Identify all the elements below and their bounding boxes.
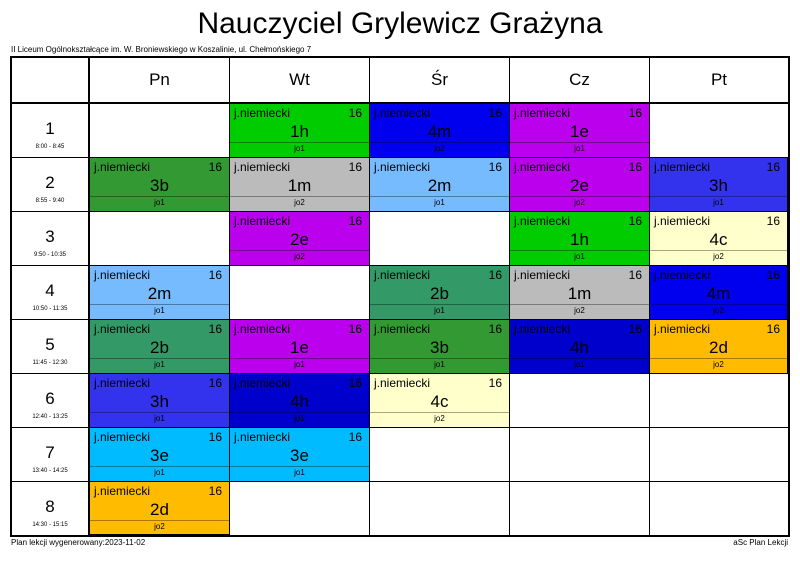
lesson-room: 16 bbox=[766, 268, 780, 282]
lesson-card[interactable] bbox=[230, 104, 370, 158]
lesson-divider bbox=[230, 412, 369, 413]
lesson-card[interactable] bbox=[370, 374, 510, 428]
lesson-group: jo2 bbox=[574, 198, 585, 207]
empty-cell bbox=[510, 428, 650, 482]
lesson-divider bbox=[90, 304, 229, 305]
lesson-group: jo1 bbox=[713, 198, 724, 207]
lesson-subject: j.niemiecki bbox=[94, 430, 151, 444]
empty-cell bbox=[90, 212, 230, 266]
lesson-group: jo1 bbox=[294, 144, 305, 153]
lesson-divider bbox=[370, 196, 509, 197]
period-header bbox=[12, 320, 90, 374]
day-header: Wt bbox=[230, 58, 370, 104]
period-number: 8 bbox=[45, 497, 55, 516]
lesson-room: 16 bbox=[628, 268, 642, 282]
lesson-card[interactable] bbox=[90, 428, 230, 482]
lesson-group: jo2 bbox=[434, 144, 445, 153]
lesson-class: 1h bbox=[570, 230, 589, 249]
lesson-subject: j.niemiecki bbox=[234, 160, 291, 174]
period-header bbox=[12, 482, 90, 535]
empty-cell bbox=[370, 212, 510, 266]
lesson-card[interactable] bbox=[510, 266, 650, 320]
empty-cell bbox=[510, 374, 650, 428]
lesson-room: 16 bbox=[488, 376, 502, 390]
empty-cell bbox=[370, 482, 510, 535]
lesson-class: 1h bbox=[290, 122, 309, 141]
lesson-class: 1e bbox=[290, 338, 309, 357]
lesson-divider bbox=[510, 142, 649, 143]
lesson-card[interactable] bbox=[90, 482, 230, 535]
lesson-subject: j.niemiecki bbox=[374, 106, 431, 120]
lesson-divider bbox=[650, 358, 787, 359]
lesson-group: jo2 bbox=[154, 522, 165, 531]
lesson-room: 16 bbox=[488, 160, 502, 174]
lesson-card[interactable] bbox=[90, 158, 230, 212]
lesson-divider bbox=[230, 358, 369, 359]
lesson-divider bbox=[230, 466, 369, 467]
lesson-divider bbox=[90, 196, 229, 197]
lesson-subject: j.niemiecki bbox=[234, 106, 291, 120]
period-time: 9:50 - 10:35 bbox=[33, 252, 67, 258]
lesson-group: jo1 bbox=[154, 306, 165, 315]
lesson-group: jo2 bbox=[574, 306, 585, 315]
lesson-subject: j.niemiecki bbox=[234, 322, 291, 336]
lesson-room: 16 bbox=[628, 322, 642, 336]
app-name: aSc Plan Lekcji bbox=[733, 538, 788, 547]
empty-cell bbox=[650, 374, 788, 428]
lesson-subject: j.niemiecki bbox=[514, 214, 571, 228]
timetable-grid bbox=[10, 56, 790, 537]
lesson-group: jo1 bbox=[154, 198, 165, 207]
lesson-class: 2b bbox=[430, 284, 449, 303]
lesson-subject: j.niemiecki bbox=[514, 106, 571, 120]
lesson-card[interactable] bbox=[230, 428, 370, 482]
lesson-card[interactable] bbox=[650, 266, 788, 320]
generated-date: Plan lekcji wygenerowany:2023-11-02 bbox=[11, 538, 146, 547]
period-number: 1 bbox=[45, 119, 55, 138]
lesson-subject: j.niemiecki bbox=[654, 322, 711, 336]
lesson-room: 16 bbox=[488, 106, 502, 120]
period-header bbox=[12, 374, 90, 428]
lesson-room: 16 bbox=[628, 160, 642, 174]
lesson-card[interactable] bbox=[510, 104, 650, 158]
lesson-card[interactable] bbox=[90, 266, 230, 320]
lesson-divider bbox=[510, 250, 649, 251]
lesson-subject: j.niemiecki bbox=[234, 430, 291, 444]
lesson-group: jo1 bbox=[574, 144, 585, 153]
lesson-subject: j.niemiecki bbox=[654, 160, 711, 174]
lesson-class: 2m bbox=[427, 176, 452, 195]
lesson-divider bbox=[370, 358, 509, 359]
lesson-room: 16 bbox=[208, 160, 222, 174]
day-header: Pt bbox=[650, 58, 788, 104]
period-number: 2 bbox=[45, 173, 55, 192]
lesson-divider bbox=[90, 358, 229, 359]
lesson-subject: j.niemiecki bbox=[514, 322, 571, 336]
lesson-class: 4c bbox=[709, 230, 728, 249]
lesson-room: 16 bbox=[348, 376, 362, 390]
lesson-divider bbox=[90, 412, 229, 413]
day-header: Cz bbox=[510, 58, 650, 104]
lesson-class: 3h bbox=[709, 176, 728, 195]
day-header: Pn bbox=[90, 58, 230, 104]
lesson-card[interactable] bbox=[370, 266, 510, 320]
lesson-room: 16 bbox=[348, 106, 362, 120]
lesson-group: jo2 bbox=[434, 414, 445, 423]
lesson-room: 16 bbox=[348, 160, 362, 174]
lesson-subject: j.niemiecki bbox=[234, 214, 291, 228]
empty-cell bbox=[230, 482, 370, 535]
lesson-divider bbox=[90, 520, 229, 521]
lesson-class: 3h bbox=[150, 392, 169, 411]
lesson-room: 16 bbox=[348, 430, 362, 444]
lesson-card[interactable] bbox=[230, 374, 370, 428]
period-number: 7 bbox=[45, 443, 55, 462]
lesson-group: jo2 bbox=[713, 306, 724, 315]
lesson-group: jo1 bbox=[434, 306, 445, 315]
lesson-group: jo1 bbox=[154, 414, 165, 423]
lesson-class: 2d bbox=[709, 338, 728, 357]
empty-cell bbox=[510, 482, 650, 535]
period-number: 6 bbox=[45, 389, 55, 408]
lesson-divider bbox=[370, 412, 509, 413]
lesson-subject: j.niemiecki bbox=[374, 322, 431, 336]
period-time: 12:40 - 13:25 bbox=[32, 414, 68, 420]
lesson-group: jo1 bbox=[294, 468, 305, 477]
lesson-class: 3b bbox=[430, 338, 449, 357]
period-header bbox=[12, 428, 90, 482]
lesson-group: jo1 bbox=[154, 468, 165, 477]
lesson-card[interactable] bbox=[650, 212, 788, 266]
lesson-group: jo2 bbox=[294, 198, 305, 207]
period-time: 10:50 - 11:35 bbox=[32, 306, 68, 312]
lesson-class: 2e bbox=[290, 230, 309, 249]
lesson-card[interactable] bbox=[90, 320, 230, 374]
lesson-room: 16 bbox=[628, 106, 642, 120]
lesson-subject: j.niemiecki bbox=[94, 268, 151, 282]
period-time: 8:55 - 9:40 bbox=[35, 198, 65, 204]
empty-cell bbox=[650, 428, 788, 482]
period-time: 8:00 - 8:45 bbox=[35, 144, 65, 150]
lesson-class: 4h bbox=[570, 338, 589, 357]
lesson-card[interactable] bbox=[90, 374, 230, 428]
lesson-group: jo1 bbox=[574, 252, 585, 261]
lesson-card[interactable] bbox=[230, 212, 370, 266]
lesson-divider bbox=[510, 196, 649, 197]
lesson-subject: j.niemiecki bbox=[374, 268, 431, 282]
empty-cell bbox=[650, 104, 788, 158]
lesson-subject: j.niemiecki bbox=[234, 376, 291, 390]
school-name: II Liceum Ogólnokształcące im. W. Broniewskiego w Koszalinie, ul. Chełmońskiego 7 bbox=[11, 45, 312, 54]
lesson-room: 16 bbox=[348, 214, 362, 228]
lesson-class: 1m bbox=[287, 176, 312, 195]
lesson-card[interactable] bbox=[370, 158, 510, 212]
lesson-class: 1m bbox=[567, 284, 592, 303]
lesson-divider bbox=[230, 196, 369, 197]
lesson-card[interactable] bbox=[650, 158, 788, 212]
lesson-group: jo1 bbox=[294, 360, 305, 369]
empty-cell bbox=[370, 428, 510, 482]
lesson-class: 4m bbox=[706, 284, 731, 303]
lesson-room: 16 bbox=[766, 214, 780, 228]
period-number: 5 bbox=[45, 335, 55, 354]
period-time: 14:30 - 15:15 bbox=[32, 522, 68, 528]
lesson-room: 16 bbox=[628, 214, 642, 228]
lesson-room: 16 bbox=[208, 376, 222, 390]
lesson-card[interactable] bbox=[650, 320, 788, 374]
lesson-room: 16 bbox=[488, 322, 502, 336]
lesson-subject: j.niemiecki bbox=[374, 376, 431, 390]
lesson-subject: j.niemiecki bbox=[654, 268, 711, 282]
day-header: Śr bbox=[370, 58, 510, 104]
lesson-subject: j.niemiecki bbox=[94, 322, 151, 336]
lesson-divider bbox=[90, 466, 229, 467]
lesson-card[interactable] bbox=[230, 158, 370, 212]
lesson-class: 4h bbox=[290, 392, 309, 411]
period-number: 4 bbox=[45, 281, 55, 300]
lesson-room: 16 bbox=[208, 430, 222, 444]
lesson-divider bbox=[510, 304, 649, 305]
lesson-class: 2m bbox=[147, 284, 172, 303]
lesson-subject: j.niemiecki bbox=[94, 160, 151, 174]
lesson-group: jo1 bbox=[574, 360, 585, 369]
period-header bbox=[12, 104, 90, 158]
lesson-room: 16 bbox=[208, 484, 222, 498]
lesson-class: 3e bbox=[150, 446, 169, 465]
lesson-divider bbox=[650, 196, 787, 197]
lesson-card[interactable] bbox=[370, 104, 510, 158]
lesson-class: 4c bbox=[430, 392, 449, 411]
lesson-card[interactable] bbox=[370, 320, 510, 374]
lesson-class: 4m bbox=[427, 122, 452, 141]
lesson-room: 16 bbox=[208, 268, 222, 282]
lesson-divider bbox=[510, 358, 649, 359]
period-time: 11:45 - 12:30 bbox=[32, 360, 68, 366]
lesson-group: jo2 bbox=[713, 360, 724, 369]
period-time: 13:40 - 14:25 bbox=[32, 468, 68, 474]
lesson-room: 16 bbox=[488, 268, 502, 282]
lesson-group: jo1 bbox=[294, 414, 305, 423]
empty-cell bbox=[90, 104, 230, 158]
lesson-room: 16 bbox=[208, 322, 222, 336]
lesson-subject: j.niemiecki bbox=[514, 268, 571, 282]
lesson-subject: j.niemiecki bbox=[94, 376, 151, 390]
lesson-subject: j.niemiecki bbox=[94, 484, 151, 498]
lesson-card[interactable] bbox=[510, 320, 650, 374]
lesson-divider bbox=[230, 250, 369, 251]
lesson-group: jo2 bbox=[713, 252, 724, 261]
period-header bbox=[12, 266, 90, 320]
empty-cell bbox=[650, 482, 788, 535]
period-header bbox=[12, 158, 90, 212]
lesson-divider bbox=[370, 142, 509, 143]
period-number: 3 bbox=[45, 227, 55, 246]
lesson-room: 16 bbox=[766, 160, 780, 174]
lesson-room: 16 bbox=[766, 322, 780, 336]
lesson-card[interactable] bbox=[230, 320, 370, 374]
lesson-group: jo2 bbox=[294, 252, 305, 261]
page-title: Nauczyciel Grylewicz Grażyna bbox=[197, 7, 603, 40]
lesson-divider bbox=[230, 142, 369, 143]
lesson-class: 3b bbox=[150, 176, 169, 195]
lesson-class: 2d bbox=[150, 500, 169, 519]
lesson-group: jo1 bbox=[154, 360, 165, 369]
period-header bbox=[12, 212, 90, 266]
lesson-divider bbox=[370, 304, 509, 305]
lesson-group: jo1 bbox=[434, 360, 445, 369]
lesson-class: 2b bbox=[150, 338, 169, 357]
lesson-divider bbox=[650, 304, 787, 305]
lesson-class: 3e bbox=[290, 446, 309, 465]
lesson-class: 1e bbox=[570, 122, 589, 141]
lesson-divider bbox=[650, 250, 787, 251]
lesson-group: jo1 bbox=[434, 198, 445, 207]
lesson-card[interactable] bbox=[510, 212, 650, 266]
grid-corner bbox=[12, 58, 90, 104]
lesson-room: 16 bbox=[348, 322, 362, 336]
empty-cell bbox=[230, 266, 370, 320]
lesson-class: 2e bbox=[570, 176, 589, 195]
lesson-card[interactable] bbox=[510, 158, 650, 212]
lesson-subject: j.niemiecki bbox=[514, 160, 571, 174]
lesson-subject: j.niemiecki bbox=[374, 160, 431, 174]
lesson-subject: j.niemiecki bbox=[654, 214, 711, 228]
